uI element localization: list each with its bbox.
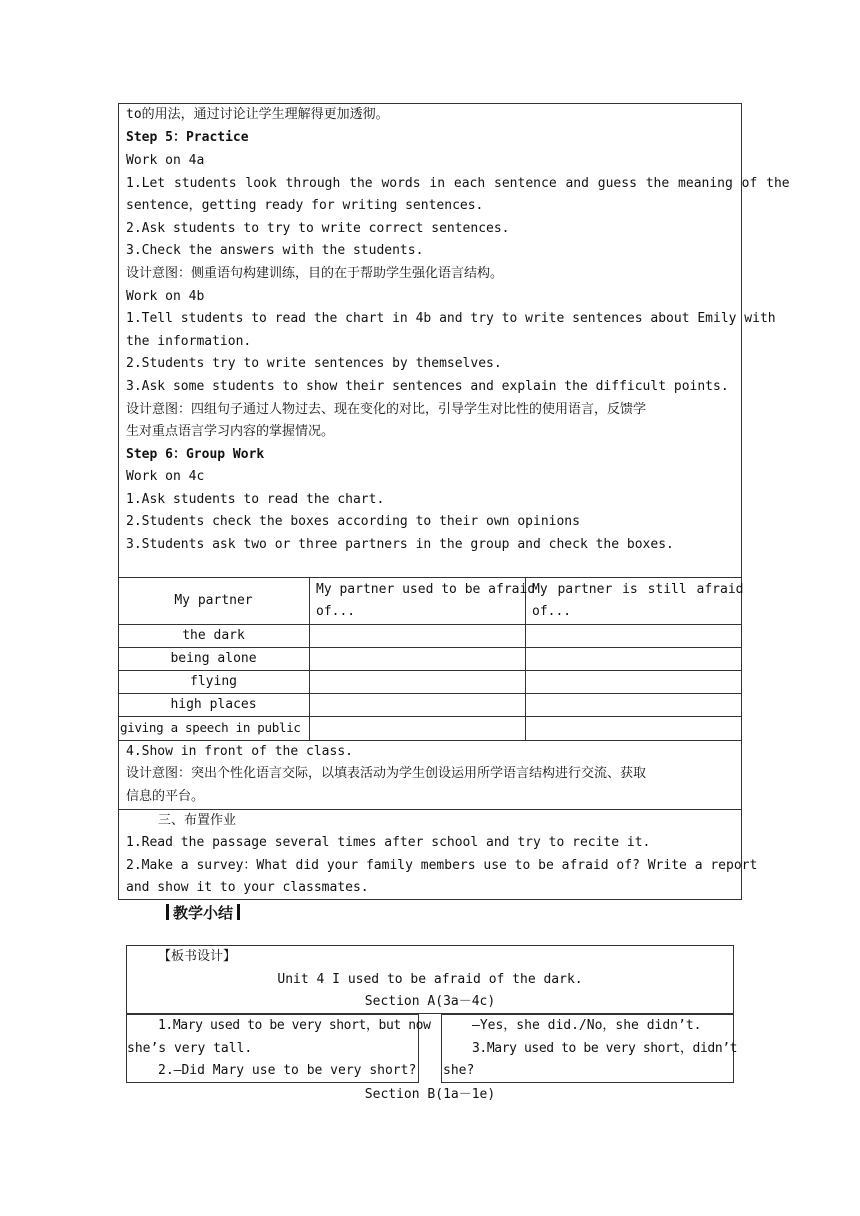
section-a-label: Section A(3a－4c) [364, 994, 496, 1009]
design-intent-line: 信息的平台。 [126, 789, 205, 804]
table-header-still: of... [532, 604, 572, 619]
heading-bar-right [237, 904, 240, 920]
text-line: the information. [126, 334, 252, 349]
heading-bar-left [166, 904, 169, 920]
design-intent-line: 设计意图：突出个性化语言交际，以填表活动为学生创设运用所学语言结构进行交流、获取 [126, 766, 647, 781]
table-top-border [118, 577, 742, 578]
text-line: 2.Ask students to try to write correct sentences. [126, 221, 510, 236]
text-line: 2.Students try to write sentences by themselves. [126, 356, 502, 371]
table-col-border [309, 577, 310, 740]
text-line: to的用法，通过讨论让学生理解得更加透彻。 [126, 107, 389, 122]
text-line: 4.Show in front of the class. [126, 744, 353, 759]
board-design-label: 【板书设计】 [158, 949, 237, 964]
table-row-label: flying [190, 674, 237, 689]
table-row-label: being alone [170, 651, 257, 666]
table-row-label: the dark [182, 628, 245, 643]
summary-heading-text: 教学小结 [173, 904, 234, 922]
table-header-used-to: My partner used to be afraid [316, 582, 536, 597]
board-right-line: 3.Mary used to be very short，didn’t [472, 1041, 738, 1056]
board-right-line: —Yes，she did./No，she didn’t. [472, 1018, 702, 1033]
text-line: 2.Students check the boxes according to their own opinions [126, 514, 580, 529]
design-intent-line: 设计意图：四组句子通过人物过去、现在变化的对比，引导学生对比性的使用语言，反馈学 [126, 402, 647, 417]
table-header-still: My partner is still afraid [532, 582, 744, 597]
text-line: Work on 4a [126, 153, 205, 168]
text-line: 1.Ask students to read the chart. [126, 492, 385, 507]
text-line: 3.Students ask two or three partners in the group and check the boxes. [126, 537, 674, 552]
board-left-line: 2.—Did Mary use to be very short? [158, 1063, 417, 1078]
table-row-label: high places [170, 697, 257, 712]
board-left-line: 1.Mary used to be very short，but now [158, 1018, 431, 1033]
design-intent-line: 设计意图：侧重语句构建训练，目的在于帮助学生强化语言结构。 [126, 266, 504, 281]
table-header-used-to: of... [316, 604, 356, 619]
table-header-partner: My partner [174, 593, 253, 608]
section-b-label: Section B(1a－1e) [364, 1087, 496, 1102]
design-intent-line: 生对重点语言学习内容的掌握情况。 [126, 424, 335, 439]
text-line: sentence，getting ready for writing sentences. [126, 198, 484, 213]
table-row-label: giving a speech in public [120, 720, 301, 735]
text-line: Work on 4c [126, 469, 205, 484]
step6-heading: Step 6：Group Work [126, 447, 265, 462]
text-line: 1.Tell students to read the chart in 4b and try to write sentences about Emily with [126, 311, 776, 326]
step5-heading: Step 5：Practice [126, 130, 249, 145]
homework-title: 三、布置作业 [158, 813, 237, 828]
text-line: 3.Check the answers with the students. [126, 243, 424, 258]
table-col-border [525, 577, 526, 740]
board-left-line: she’s very tall. [127, 1041, 253, 1056]
board-right-line: she? [443, 1063, 475, 1078]
summary-heading [162, 902, 244, 923]
text-line: 1.Read the passage several times after school and try to recite it. [126, 835, 651, 850]
board-title: Unit 4 I used to be afraid of the dark. [277, 972, 583, 987]
text-line: and show it to your classmates. [126, 880, 369, 895]
text-line: Work on 4b [126, 289, 205, 304]
text-line: 3.Ask some students to show their sentences and explain the difficult points. [126, 379, 729, 394]
text-line: 2.Make a survey：What did your family members use to be afraid of? Write a report [126, 858, 758, 873]
text-line: 1.Let students look through the words in each sentence and guess the meaning of the [126, 176, 790, 191]
